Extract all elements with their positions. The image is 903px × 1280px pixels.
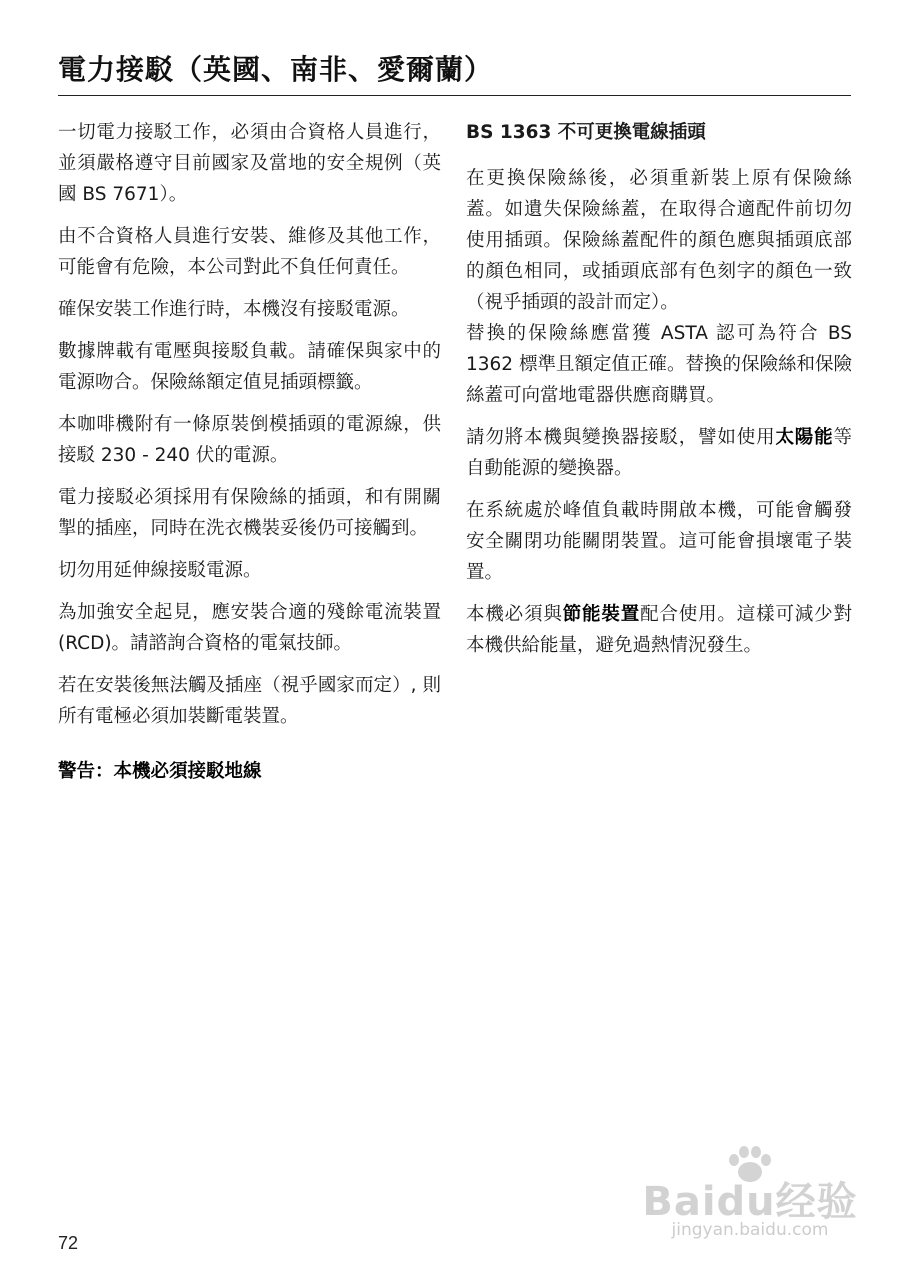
watermark-brand: Baidu经验 xyxy=(642,1179,858,1225)
paragraph-energy-saver: 本機必須與節能裝置配合使用。這樣可減少對本機供給能量，避免過熱情況發生。 xyxy=(466,604,852,656)
paragraph-peak-load: 在系統處於峰值負載時開啟本機，可能會觸發安全關閉功能關閉裝置。這可能會損壞電子裝置。 xyxy=(466,500,852,583)
solar-power-term: 太陽能 xyxy=(775,427,834,448)
paragraph-power-cord: 本咖啡機附有一條原裝倒模插頭的電源線，供接駁 230 - 240 伏的電源。 xyxy=(58,414,441,466)
paragraph-inverter: 請勿將本機與變換器接駁，譬如使用太陽能等自動能源的變換器。 xyxy=(466,427,852,479)
section-heading-bs1363: BS 1363 不可更換電線插頭 xyxy=(466,122,706,143)
baidu-watermark xyxy=(640,1140,860,1250)
paragraph-rcd: 為加強安全起見，應安裝合適的殘餘電流裝置 (RCD)。請諮詢合資格的電氣技師。 xyxy=(58,602,441,654)
paragraph-fuse-replacement: 替換的保險絲應當獲 ASTA 認可為符合 BS 1362 標準且額定值正確。替換的保險絲和保險絲蓋可向當地電器供應商購買。 xyxy=(466,323,852,406)
paragraph-fuse-cover: 在更換保險絲後，必須重新裝上原有保險絲蓋。如遺失保險絲蓋，在取得合適配件前切勿使用插頭。保險絲蓋配件的顏色應與插頭底部的顏色相同，或插頭底部有色刻字的顏色一致（視乎插頭的設計而定）。 xyxy=(466,168,852,313)
right-column xyxy=(466,117,852,672)
paragraph-isolator: 若在安裝後無法觸及插座（視乎國家而定）, 則所有電極必須加裝斷電裝置。 xyxy=(58,675,441,727)
paragraph-power-disconnected: 確保安裝工作進行時，本機沒有接駁電源。 xyxy=(58,299,410,320)
left-column xyxy=(58,117,441,798)
paragraph-data-plate: 數據牌載有電壓與接駁負載。請確保與家中的電源吻合。保險絲額定值見插頭標籤。 xyxy=(58,341,441,393)
watermark-url: jingyan.baidu.com xyxy=(671,1220,829,1240)
energy-saver-term: 節能裝置 xyxy=(562,604,641,625)
page-number: 72 xyxy=(58,1233,79,1253)
earth-warning: 警告：本機必須接駁地線 xyxy=(58,761,262,782)
paragraph-liability: 由不合資格人員進行安裝、維修及其他工作，可能會有危險，本公司對此不負任何責任。 xyxy=(58,226,441,278)
page-title: 電力接駁（英國、南非、愛爾蘭） xyxy=(58,53,494,86)
paragraph-no-extension: 切勿用延伸線接駁電源。 xyxy=(58,560,262,581)
paragraph-qualified-personnel: 一切電力接駁工作，必須由合資格人員進行，並須嚴格遵守目前國家及當地的安全規例（英國 BS 7671）。 xyxy=(58,122,441,205)
paragraph-fused-plug: 電力接駁必須採用有保險絲的插頭，和有開關掣的插座，同時在洗衣機裝妥後仍可接觸到。 xyxy=(58,487,441,539)
title-divider xyxy=(58,95,851,96)
